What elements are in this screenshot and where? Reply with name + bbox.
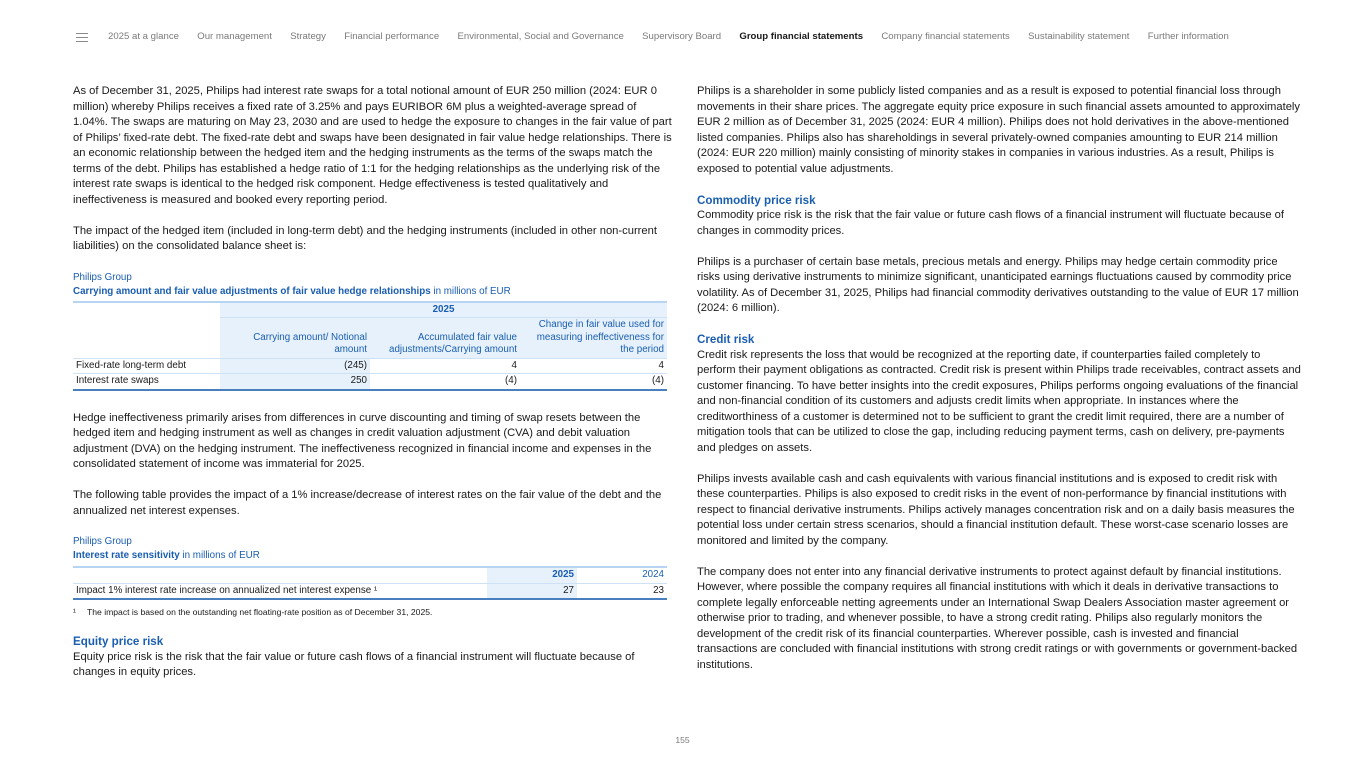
section-heading: Credit risk <box>697 333 755 346</box>
row-label: Interest rate swaps <box>73 374 220 390</box>
top-navigation <box>0 0 1365 74</box>
column-year-header: 2024 <box>642 569 664 580</box>
table-row <box>73 583 667 599</box>
hedge-relationships-table <box>73 301 667 391</box>
table-title-bold: Interest rate sensitivity <box>73 550 180 561</box>
hamburger-menu-icon[interactable] <box>76 33 88 42</box>
column-year-header: 2025 <box>220 302 667 318</box>
paragraph: Philips invests available cash and cash equivalents with various financial institutions and is exposed to credit risk with these counterparties. Philips is also exposed to credit risks in the event of non-performance by financial institutions with respect to financial derivative instruments. Philips actively manages concentration risk and on a daily basis measures the potential loss under certain stress scenarios, should a financial institution default. These worst-case scenario losses are monitored and limited by the company. <box>697 472 1295 547</box>
table-header-blank <box>73 318 220 359</box>
footnote <box>73 606 673 618</box>
cell-value: 250 <box>220 374 370 390</box>
column-year-header: 2025 <box>487 567 577 583</box>
row-label: Impact 1% interest rate increase on annualized net interest expense ¹ <box>73 583 487 599</box>
nav-item-further-information[interactable]: Further information <box>1147 31 1229 42</box>
row-label: Fixed-rate long-term debt <box>73 358 220 374</box>
table-title <box>73 549 673 563</box>
cell-value: (245) <box>220 358 370 374</box>
nav-item-supervisory-board[interactable]: Supervisory Board <box>642 31 722 42</box>
section-heading: Equity price risk <box>73 635 164 648</box>
table-group-label: Philips Group <box>73 271 132 283</box>
table-title <box>73 285 673 299</box>
cell-value: 4 <box>370 358 520 374</box>
paragraph: The following table provides the impact of a 1% increase/decrease of interest rates on the fair value of the debt and the annualized net interest expenses. <box>73 489 662 517</box>
table-row <box>73 374 667 390</box>
cell-value: (4) <box>520 374 667 390</box>
cell-value: 27 <box>487 583 577 599</box>
table-row <box>73 358 667 374</box>
cell-value: (4) <box>370 374 520 390</box>
nav-item-group-financial-statements[interactable]: Group financial statements <box>739 31 864 42</box>
paragraph: Credit risk represents the loss that would be recognized at the reporting date, if counterparties failed completely to perform their payment obligations as contracted. Credit risk is present within Philips trade receivables, contract assets and customer financing. To have better insights into the credit exposures, Philips performs ongoing evaluations of the financial and non-financial condition of its customers and adjusts credit limits when appropriate. In instances where the creditworthiness of a customer is determined not to be sufficient to grant the credit limit required, there are a number of mitigation tools that can be utilized to close the gap, including reducing payment terms, cash on delivery, pre-payments and pledges on assets. <box>697 348 1301 454</box>
column-header: Carrying amount/ Notional amount <box>220 318 370 359</box>
section-heading: Commodity price risk <box>697 193 816 207</box>
table-title-bold: Carrying amount and fair value adjustments of fair value hedge relationships <box>73 285 431 297</box>
paragraph: Philips is a purchaser of certain base metals, precious metals and energy. Philips may hedge certain commodity price risks using derivative instruments to minimize significant, unanticipated earnings fluctuations caused by commodity price volatility. As of December 31, 2025, Philips had financial commodity derivatives outstanding to the value of EUR 17 million (2024: 6 million). <box>697 255 1299 314</box>
column-header: Change in fair value used for measuring ineffectiveness for the period <box>520 318 667 359</box>
paragraph: Equity price risk is the risk that the fair value or future cash flows of a financial instrument will fluctuate because of changes in equity prices. <box>73 650 635 678</box>
table-title-unit: in millions of EUR <box>179 550 260 561</box>
nav-item-company-financial-statements[interactable]: Company financial statements <box>881 31 1010 42</box>
paragraph: Hedge ineffectiveness primarily arises from differences in curve discounting and timing of swap resets between the hedged item and hedging instrument as well as changes in credit valuation adjustment (CVA) and debit valuation adjustment (DVA) on the hedging instrument. The ineffectiveness recognized in financial income and expenses in the consolidated statement of income was immaterial for 2025. <box>73 411 652 470</box>
paragraph: As of December 31, 2025, Philips had interest rate swaps for a total notional amount of EUR 250 million (2024: EUR 0 million) whereby Philips receives a fixed rate of 3.25% and pays EURIBOR 6M plus a weighted-average spread of 1.04%. The swaps are maturing on May 23, 2030 and are used to hedge the exposure to changes in the fair value of part of Philips’ fixed-rate debt. The fixed-rate debt and swaps have been designated in fair value hedge relationships. There is an economic relationship between the hedged item and the hedging instruments as the terms of the swaps match the terms of the debt. Philips has established a hedge ratio of 1:1 for the hedging relationships as the underlying risk of the interest rate swaps is identical to the hedged risk component. Hedge effectiveness is tested qualitatively and ineffectiveness is measured and booked every reporting period. <box>73 85 672 206</box>
nav-item-sustainability-statement[interactable]: Sustainability statement <box>1028 31 1130 42</box>
paragraph: Commodity price risk is the risk that the fair value or future cash flows of a financial instrument will fluctuate because of changes in commodity prices. <box>697 209 1284 237</box>
nav-item-financial-performance[interactable]: Financial performance <box>344 31 440 42</box>
nav-item-2025-at-a-glance[interactable]: 2025 at a glance <box>108 31 179 42</box>
section-nav <box>108 30 1247 44</box>
table-title-unit: in millions of EUR <box>430 285 511 297</box>
column-header: Accumulated fair value adjustments/Carrying amount <box>370 318 520 359</box>
footnote-text: The impact is based on the outstanding net floating-rate position as of December 31, 2025. <box>87 607 433 617</box>
cell-value: 4 <box>520 358 667 374</box>
nav-item-esg[interactable]: Environmental, Social and Governance <box>457 31 624 42</box>
interest-rate-sensitivity-table <box>73 566 667 600</box>
nav-item-strategy[interactable]: Strategy <box>290 31 326 42</box>
right-column <box>697 84 1302 689</box>
paragraph: Philips is a shareholder in some publicly listed companies and as a result is exposed to potential financial loss through movements in their share prices. The aggregate equity price exposure in such financial assets amounted to approximately EUR 2 million as of December 31, 2025 (2024: EUR 4 million). Philips does not hold derivatives in the above-mentioned listed companies. Philips also has shareholdings in several privately-owned companies amounting to EUR 214 million (2024: EUR 220 million) mainly consisting of minority stakes in companies in various industries. As a result, Philips is exposed to potential value adjustments. <box>697 85 1300 175</box>
table-header-blank <box>73 567 487 583</box>
table-group-label: Philips Group <box>73 536 132 547</box>
page-number: 155 <box>675 735 690 745</box>
nav-item-our-management[interactable]: Our management <box>197 31 272 42</box>
paragraph: The company does not enter into any financial derivative instruments to protect against default by financial institutions. However, where possible the company requires all financial institutions with which it deals in derivative transactions to complete legally enforceable netting agreements under an International Swap Dealers Association master agreement or otherwise prior to trading, and whenever possible, to have a strong credit rating. Philips also regularly monitors the development of the credit risk of its financial counterparties. Wherever possible, cash is invested and financial transactions are concluded with financial institutions with strong credit ratings or with governments or government-backed institutions. <box>697 565 1298 671</box>
table-header-blank <box>73 302 220 318</box>
paragraph: The impact of the hedged item (included in long-term debt) and the hedging instruments (included in other non-current liabilities) on the consolidated balance sheet is: <box>73 224 657 252</box>
cell-value: 23 <box>577 583 667 599</box>
left-column <box>73 84 673 696</box>
footnote-mark: ¹ <box>73 607 76 617</box>
